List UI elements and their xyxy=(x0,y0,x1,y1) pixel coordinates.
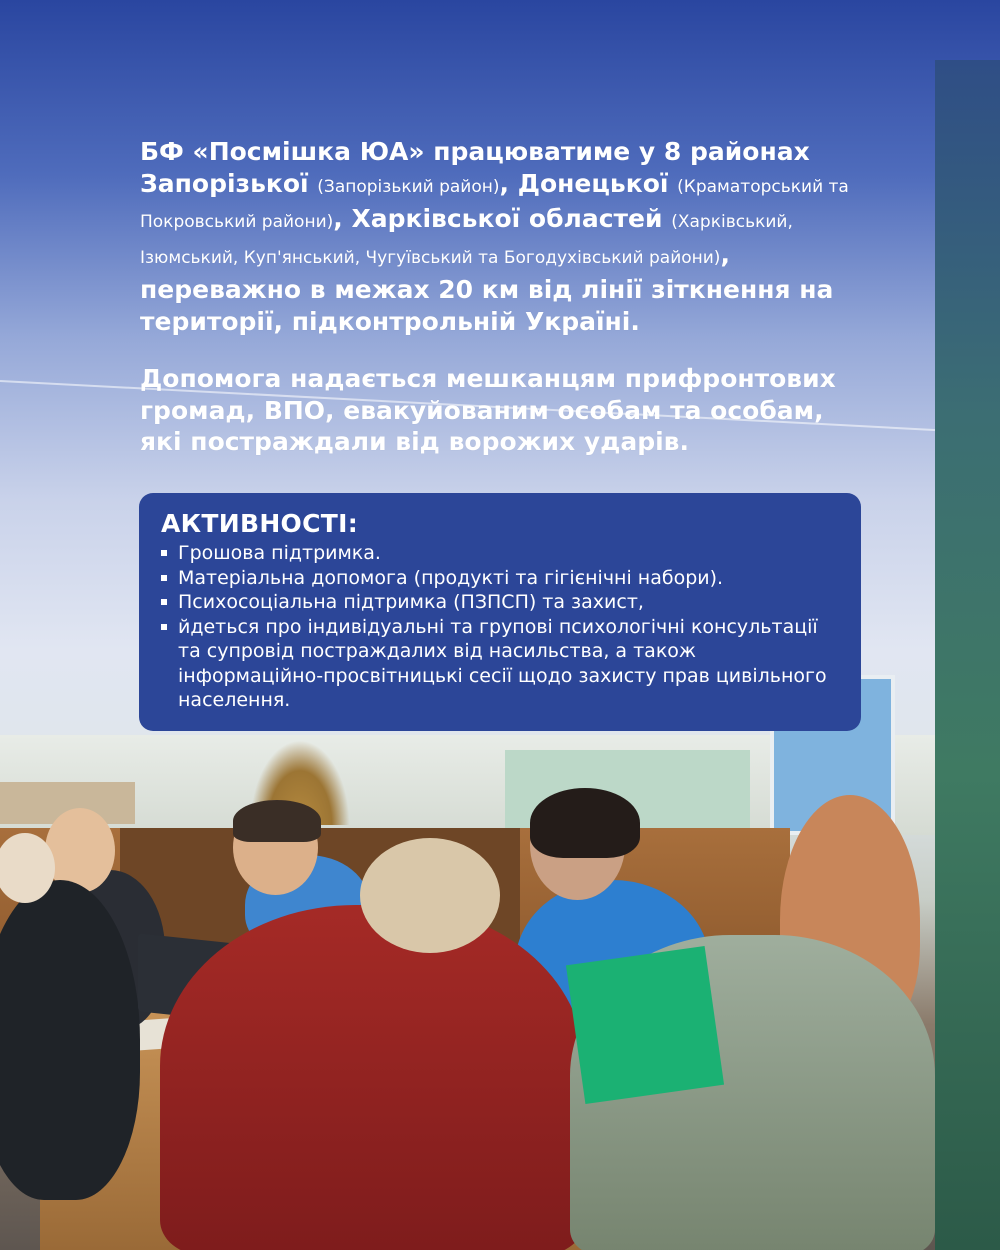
activities-panel xyxy=(139,493,861,731)
list-item: Матеріальна допомога (продукті та гігієнічні набори). xyxy=(161,566,839,591)
intro-paragraph-regions: БФ «Посмішка ЮА» працюватиме у 8 районах Запорізької (Запорізький район), Донецької (Краматорський та Покровський райони), Харківської областей (Харківський, Ізюмський, Куп'янський, Чугуївський та Богодухівський райони), переважно в межах 20 км від лінії зіткнення на території, підконтрольній Україні. xyxy=(140,137,849,336)
region-detail-donetsk: (Краматорський та Покровський райони) xyxy=(140,176,849,232)
bullet-square-icon xyxy=(161,599,167,605)
region-detail-kharkiv: (Харківський, Ізюмський, Куп'янський, Чугуївський та Богодухівський райони) xyxy=(140,212,793,268)
intro-paragraph-beneficiaries: Допомога надається мешканцям прифронтових громад, ВПО, евакуйованим особам та особам, які постраждали від ворожих ударів. xyxy=(140,364,836,456)
green-folder xyxy=(566,946,724,1104)
person-red-jacket-body xyxy=(160,905,585,1250)
volunteer-man-hair xyxy=(233,800,321,842)
list-item: Грошова підтримка. xyxy=(161,541,839,566)
person-red-jacket-head xyxy=(360,838,500,953)
bullet-square-icon xyxy=(161,575,167,581)
intro-text xyxy=(140,136,865,458)
bullet-square-icon xyxy=(161,624,167,630)
region-detail-zaporizhzhia: (Запорізький район) xyxy=(317,176,500,197)
list-item: Психосоціальна підтримка (ПЗПСП) та захист, xyxy=(161,590,839,615)
volunteer-woman-hair xyxy=(530,788,640,858)
activities-list xyxy=(161,541,839,713)
bullet-square-icon xyxy=(161,550,167,556)
list-item: йдеться про індивідуальні та групові психологічні консультації та супровід постраждалих від насильства, а також інформаційно-просвітницькі сесії щодо захисту прав цивільного населення. xyxy=(161,615,839,713)
right-edge-strip xyxy=(935,60,1000,1250)
org-name: БФ «Посмішка ЮА» xyxy=(140,137,425,166)
activities-title: АКТИВНОСТІ: xyxy=(161,509,358,538)
